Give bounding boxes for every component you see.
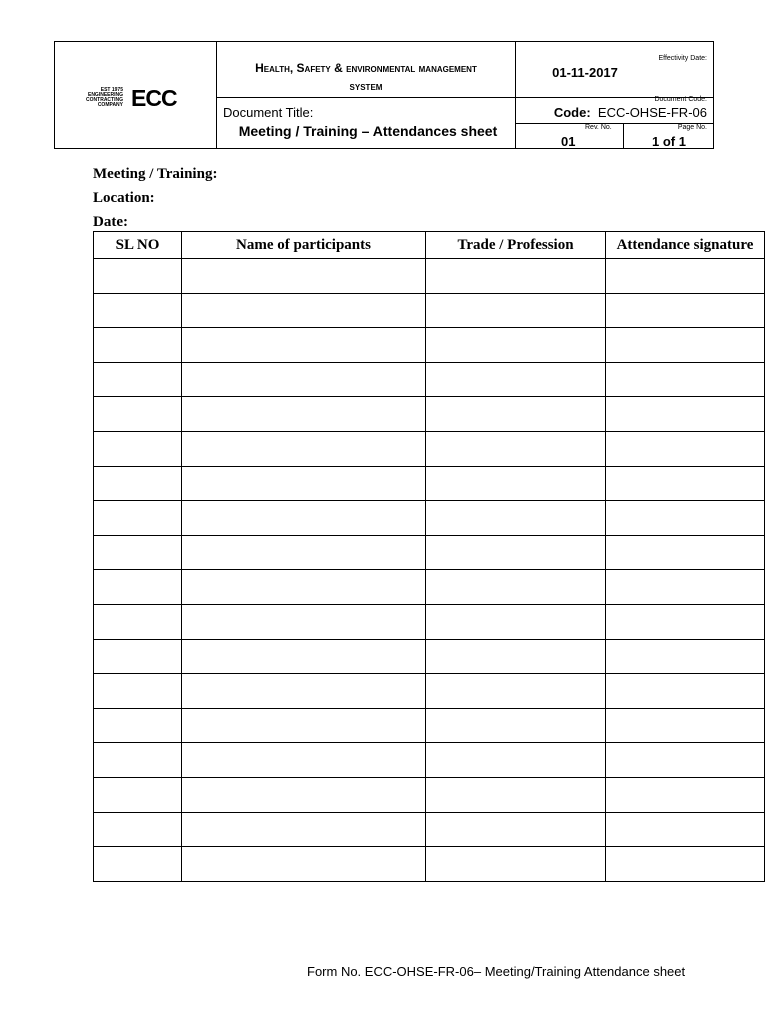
header-divider <box>515 42 516 148</box>
table-row <box>94 431 765 466</box>
trade-cell[interactable] <box>426 847 606 882</box>
signature-cell[interactable] <box>606 570 765 605</box>
participant-name-cell[interactable] <box>182 501 426 536</box>
signature-cell[interactable] <box>606 639 765 674</box>
meeting-training-label: Meeting / Training: <box>93 166 218 182</box>
table-row <box>94 847 765 882</box>
logo-line: ENGINEERING <box>87 92 123 98</box>
system-title-line: system <box>349 79 383 93</box>
trade-cell[interactable] <box>426 812 606 847</box>
logo-line: COMPANY <box>97 102 123 108</box>
participant-name-cell[interactable] <box>182 639 426 674</box>
date-label: Date: <box>93 214 128 230</box>
trade-cell[interactable] <box>426 259 606 294</box>
participant-name-cell[interactable] <box>182 743 426 778</box>
sl-no-cell[interactable] <box>94 812 182 847</box>
table-row <box>94 466 765 501</box>
participant-name-cell[interactable] <box>182 431 426 466</box>
column-header-name: Name of participants <box>182 232 426 259</box>
logo-line: EST 1975 <box>100 87 123 93</box>
header-divider <box>216 97 713 98</box>
signature-cell[interactable] <box>606 293 765 328</box>
page-value: 1 of 1 <box>652 134 686 149</box>
trade-cell[interactable] <box>426 743 606 778</box>
signature-cell[interactable] <box>606 604 765 639</box>
form-number-footer: Form No. ECC-OHSE-FR-06– Meeting/Training Attendance sheet <box>307 964 686 979</box>
participant-name-cell[interactable] <box>182 708 426 743</box>
trade-cell[interactable] <box>426 293 606 328</box>
company-logo <box>81 86 201 110</box>
table-row <box>94 708 765 743</box>
table-row <box>94 259 765 294</box>
document-code-label: Document Code: <box>654 96 707 103</box>
signature-cell[interactable] <box>606 743 765 778</box>
signature-cell[interactable] <box>606 847 765 882</box>
trade-cell[interactable] <box>426 397 606 432</box>
sl-no-cell[interactable] <box>94 259 182 294</box>
sl-no-cell[interactable] <box>94 431 182 466</box>
sl-no-cell[interactable] <box>94 639 182 674</box>
sl-no-cell[interactable] <box>94 293 182 328</box>
table-row <box>94 397 765 432</box>
logo-text <box>81 88 123 108</box>
signature-cell[interactable] <box>606 431 765 466</box>
trade-cell[interactable] <box>426 328 606 363</box>
signature-cell[interactable] <box>606 674 765 709</box>
sl-no-cell[interactable] <box>94 604 182 639</box>
system-title-line: Health, Safety & environmental management <box>255 61 477 75</box>
participant-name-cell[interactable] <box>182 535 426 570</box>
table-row <box>94 674 765 709</box>
trade-cell[interactable] <box>426 535 606 570</box>
trade-cell[interactable] <box>426 466 606 501</box>
participant-name-cell[interactable] <box>182 812 426 847</box>
table-row <box>94 812 765 847</box>
location-label: Location: <box>93 190 155 206</box>
trade-cell[interactable] <box>426 604 606 639</box>
sl-no-cell[interactable] <box>94 570 182 605</box>
effectivity-date: 01-11-2017 <box>552 65 618 80</box>
participant-name-cell[interactable] <box>182 293 426 328</box>
rev-label: Rev. No. <box>585 124 612 131</box>
trade-cell[interactable] <box>426 708 606 743</box>
participant-name-cell[interactable] <box>182 466 426 501</box>
participant-name-cell[interactable] <box>182 259 426 294</box>
sl-no-cell[interactable] <box>94 328 182 363</box>
page-label: Page No. <box>677 124 707 131</box>
header-divider <box>216 42 217 148</box>
table-row <box>94 501 765 536</box>
document-title-label: Document Title: <box>223 105 314 120</box>
header-divider <box>623 123 624 148</box>
column-header-signature: Attendance signature <box>606 232 765 259</box>
signature-cell[interactable] <box>606 501 765 536</box>
signature-cell[interactable] <box>606 328 765 363</box>
table-row <box>94 570 765 605</box>
table-row <box>94 604 765 639</box>
sl-no-cell[interactable] <box>94 362 182 397</box>
signature-cell[interactable] <box>606 812 765 847</box>
sl-no-cell[interactable] <box>94 397 182 432</box>
participant-name-cell[interactable] <box>182 674 426 709</box>
table-row <box>94 293 765 328</box>
sl-no-cell[interactable] <box>94 847 182 882</box>
table-row <box>94 743 765 778</box>
column-header-trade: Trade / Profession <box>426 232 606 259</box>
system-title <box>221 59 511 95</box>
table-row <box>94 639 765 674</box>
participant-name-cell[interactable] <box>182 328 426 363</box>
sl-no-cell[interactable] <box>94 466 182 501</box>
table-row <box>94 362 765 397</box>
logo-mark: ECC <box>131 85 177 111</box>
sl-no-cell[interactable] <box>94 501 182 536</box>
table-body <box>94 259 765 882</box>
signature-cell[interactable] <box>606 466 765 501</box>
participant-name-cell[interactable] <box>182 570 426 605</box>
signature-cell[interactable] <box>606 259 765 294</box>
sl-no-cell[interactable] <box>94 708 182 743</box>
trade-cell[interactable] <box>426 570 606 605</box>
logo-line: CONTRACTING <box>86 97 123 103</box>
signature-cell[interactable] <box>606 708 765 743</box>
signature-cell[interactable] <box>606 362 765 397</box>
trade-cell[interactable] <box>426 431 606 466</box>
participant-name-cell[interactable] <box>182 397 426 432</box>
effectivity-label: Effectivity Date: <box>658 55 707 62</box>
code-prefix: Code: <box>553 105 591 120</box>
column-header-sl-no: SL NO <box>94 232 182 259</box>
trade-cell[interactable] <box>426 777 606 812</box>
table-row <box>94 535 765 570</box>
participant-name-cell[interactable] <box>182 604 426 639</box>
document-code <box>517 105 707 120</box>
table-header-row <box>94 232 765 259</box>
sl-no-cell[interactable] <box>94 674 182 709</box>
trade-cell[interactable] <box>426 674 606 709</box>
rev-value: 01 <box>561 134 576 149</box>
sl-no-cell[interactable] <box>94 535 182 570</box>
table-row <box>94 328 765 363</box>
signature-cell[interactable] <box>606 777 765 812</box>
code-value: ECC-OHSE-FR-06 <box>597 105 707 120</box>
signature-cell[interactable] <box>606 397 765 432</box>
sl-no-cell[interactable] <box>94 743 182 778</box>
document-title: Meeting / Training – Attendances sheet <box>238 123 498 139</box>
participant-name-cell[interactable] <box>182 362 426 397</box>
attendance-table <box>93 231 765 882</box>
table-row <box>94 777 765 812</box>
participant-name-cell[interactable] <box>182 847 426 882</box>
trade-cell[interactable] <box>426 639 606 674</box>
trade-cell[interactable] <box>426 501 606 536</box>
document-header <box>54 41 714 149</box>
trade-cell[interactable] <box>426 362 606 397</box>
sl-no-cell[interactable] <box>94 777 182 812</box>
participant-name-cell[interactable] <box>182 777 426 812</box>
signature-cell[interactable] <box>606 535 765 570</box>
